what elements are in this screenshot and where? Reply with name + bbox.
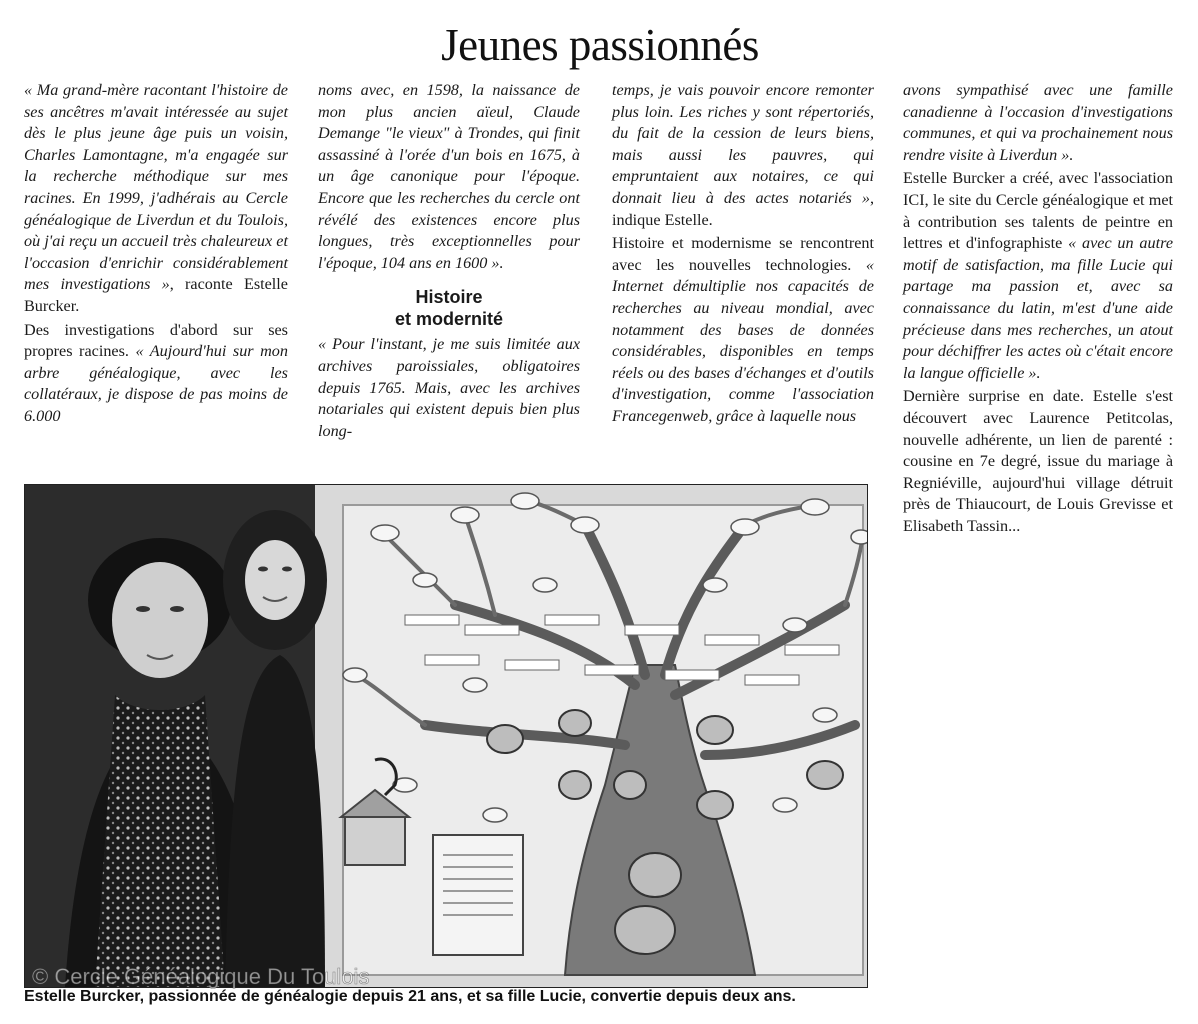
- paragraph: [24, 320, 288, 428]
- article-column-2: [318, 80, 580, 442]
- body-text: Dernière surprise en date. Estelle s'est découvert avec Laurence Petitcolas, nouvelle adhérente, un lien de parenté : cousine en 7e degré, issue du mariage à Regniéville, aujourd'hui village détruit près de Thiaucourt, de Louis Grevisse et Elisabeth Tassin...: [903, 387, 1173, 535]
- section-subhead: [318, 286, 580, 330]
- paragraph: [24, 80, 288, 318]
- quote-text: noms avec, en 1598, la naissance de mon plus ancien aïeul, Claude Demange "le vieux" à Trondes, qui finit assassiné à l'orée d'un bois en 1675, à un âge canonique pour l'époque. Encore que les recherches du cercle ont révélé des existences encore plus longues, très exceptionnelles pour l'époque, 104 ans en 1600 ».: [318, 81, 580, 272]
- body-text: Des investigations d'abord sur ses propres racines.: [24, 320, 288, 361]
- paragraph: [903, 168, 1173, 384]
- article-headline: Jeunes passionnés: [441, 20, 759, 70]
- quote-text: avons sympathisé avec une famille canadienne à l'occasion d'investigations communes, et qui va prochainement nous rendre visite à Liverdun ».: [903, 81, 1173, 164]
- quote-text: « avec un autre motif de satisfaction, ma fille Lucie qui partage ma passion et, avec sa connaissance du latin, m'est d'une aide précieuse dans mes recherches, un atout pour déchiffrer les actes où c'était encore la langue officielle ».: [903, 234, 1173, 382]
- paragraph: [903, 80, 1173, 166]
- quote-text: temps, je vais pouvoir encore remonter plus loin. Les riches y sont répertoriés, du fait de la cession de leurs biens, mais aussi les pauvres, qui empruntaient aux notaires, ce qui donnait lieu à des actes notariés »: [612, 81, 874, 207]
- body-text: Estelle Burcker a créé, avec l'association ICI, le site du Cercle généalogique et met à contribution ses talents de peintre en lettres et d'infographiste: [903, 169, 1173, 253]
- photo-illustration: [25, 485, 867, 987]
- photo-caption: Estelle Burcker, passionnée de généalogie depuis 21 ans, et sa fille Lucie, convertie depuis deux ans.: [24, 988, 796, 1005]
- article-column-1: [24, 80, 288, 428]
- article-column-3: [612, 80, 874, 428]
- copyright-watermark: © Cercle Généalogique Du Toulois: [32, 964, 370, 989]
- body-text: , raconte Estelle Burcker.: [24, 275, 288, 315]
- paragraph: [318, 334, 580, 442]
- paragraph: [612, 233, 874, 427]
- paragraph: [612, 80, 874, 231]
- family-tree-painting: [315, 485, 867, 987]
- quote-text: « Ma grand-mère racontant l'histoire de ses ancêtres m'avait intéressée au sujet dès le plus jeune âge puis un voisin, Charles Lamontagne, m'a engagée sur la recherche méthodique sur mes racines. En 1999, j'adhérais au Cercle généalogique de Liverdun et du Toulois, où j'ai reçu un accueil très chaleureux et l'occasion d'enrichir considérablement mes investigations »: [24, 81, 288, 294]
- body-text: Histoire et modernisme se rencontrent avec les nouvelles technologies.: [612, 234, 874, 274]
- article-column-4: [903, 80, 1173, 537]
- body-text: , indique Estelle.: [612, 188, 874, 229]
- quote-text: « Aujourd'hui sur mon arbre généalogique, avec les collatéraux, je dispose de pas moins de 6.000: [24, 342, 288, 425]
- paragraph: [318, 80, 580, 274]
- subhead-line: et modernité: [394, 309, 504, 330]
- subhead-line: Histoire: [415, 287, 483, 308]
- paragraph: [903, 386, 1173, 537]
- quote-text: « Pour l'instant, je me suis limitée aux archives paroissiales, obligatoires depuis 1765. Mais, avec les archives notariales qui existent depuis bien plus long-: [318, 335, 580, 440]
- article-photo: [24, 484, 868, 988]
- quote-text: « Internet démultiplie nos capacités de recherches au niveau mondial, avec notamment des bases de données considérables, disponibles en temps réels ou des bases d'échanges et d'outils d'investigation, comme l'association Francegenweb, grâce à laquelle nous: [612, 255, 874, 425]
